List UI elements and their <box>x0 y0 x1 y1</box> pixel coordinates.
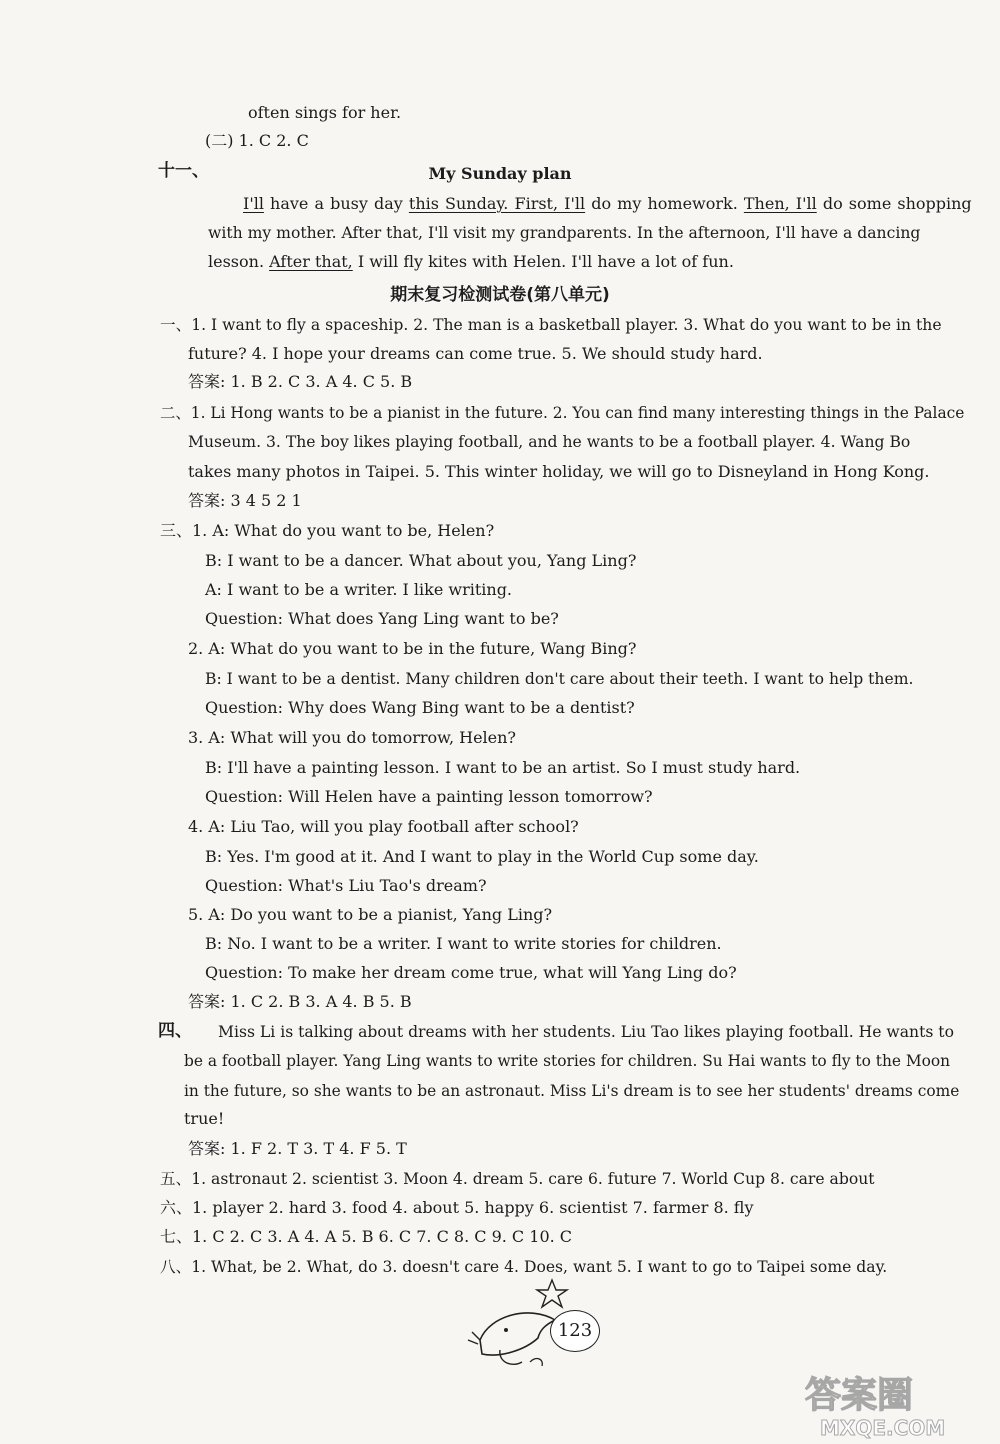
text-line: Miss Li is talking about dreams with her students. Liu Tao likes playing football. He wants to <box>218 1023 954 1041</box>
text-line: Question: To make her dream come true, what will Yang Ling do? <box>205 963 737 982</box>
text-line: often sings for her. <box>248 103 402 122</box>
text-line: (二) 1. C 2. C <box>205 131 309 150</box>
text-line: I'll have a busy day this Sunday. First, I'll do my homework. Then, I'll do some shopping <box>243 194 972 213</box>
text-line: B: I'll have a painting lesson. I want to be an artist. So I must study hard. <box>205 758 801 777</box>
text-line: 八、1. What, be 2. What, do 3. doesn't care 4. Does, want 5. I want to go to Taipei some day. <box>160 1258 888 1276</box>
text-line: B: Yes. I'm good at it. And I want to play in the World Cup some day. <box>205 847 759 866</box>
text-line: true! <box>184 1109 225 1128</box>
text-line: 三、1. A: What do you want to be, Helen? <box>160 521 495 540</box>
text-line: with my mother. After that, I'll visit my grandparents. In the afternoon, I'll have a dancing <box>208 224 921 242</box>
star-icon <box>537 1280 567 1307</box>
text-line: 2. A: What do you want to be in the future, Wang Bing? <box>188 639 637 658</box>
text-line: in the future, so she wants to be an astronaut. Miss Li's dream is to see her students' dreams come <box>184 1082 960 1100</box>
text-line: 七、1. C 2. C 3. A 4. A 5. B 6. C 7. C 8. C 9. C 10. C <box>160 1227 573 1246</box>
underlined-phrase: Then, I'll <box>743 194 817 213</box>
text-line: B: No. I want to be a writer. I want to write stories for children. <box>205 934 722 953</box>
text-line: 3. A: What will you do tomorrow, Helen? <box>188 728 516 747</box>
text-line: Question: Will Helen have a painting lesson tomorrow? <box>205 787 653 806</box>
underlined-phrase: this Sunday. First, I'll <box>408 194 586 213</box>
text-line: takes many photos in Taipei. 5. This winter holiday, we will go to Disneyland in Hong Kong. <box>188 462 930 481</box>
text-line: 5. A: Do you want to be a pianist, Yang Ling? <box>188 905 553 924</box>
text-line: future? 4. I hope your dreams can come true. 5. We should study hard. <box>188 344 763 363</box>
section-label: 四、 <box>158 1021 192 1041</box>
underlined-phrase: After that, <box>269 252 353 271</box>
text-line: be a football player. Yang Ling wants to write stories for children. Su Hai wants to fly to the Moon <box>184 1052 951 1070</box>
answer-line: 答案: 1. C 2. B 3. A 4. B 5. B <box>188 992 412 1011</box>
text-line: Question: What does Yang Ling want to be? <box>205 609 559 628</box>
text-line: B: I want to be a dancer. What about you, Yang Ling? <box>205 551 637 570</box>
text-line: A: I want to be a writer. I like writing. <box>205 580 513 599</box>
underlined-phrase: I'll <box>243 194 264 213</box>
watermark-cn: 答案圈 <box>805 1375 914 1416</box>
text-line: 二、1. Li Hong wants to be a pianist in the future. 2. You can find many interesting things in the Palace <box>160 404 965 422</box>
text-line: Question: What's Liu Tao's dream? <box>205 876 487 895</box>
text-line: 五、1. astronaut 2. scientist 3. Moon 4. dream 5. care 6. future 7. World Cup 8. care about <box>160 1170 875 1188</box>
watermark-logo <box>790 1365 995 1440</box>
section-label: 十一、 <box>158 161 209 181</box>
text-line: 六、1. player 2. hard 3. food 4. about 5. happy 6. scientist 7. farmer 8. fly <box>160 1198 754 1217</box>
text-line: 4. A: Liu Tao, will you play football after school? <box>188 817 579 836</box>
text-line: 一、1. I want to fly a spaceship. 2. The man is a basketball player. 3. What do you want to be in the <box>160 316 942 334</box>
answer-line: 答案: 1. B 2. C 3. A 4. C 5. B <box>188 372 413 391</box>
answer-line: 答案: 1. F 2. T 3. T 4. F 5. T <box>188 1139 407 1158</box>
text-line: B: I want to be a dentist. Many children don't care about their teeth. I want to help them. <box>205 670 914 688</box>
text-line: Museum. 3. The boy likes playing football, and he wants to be a football player. 4. Wang Bo <box>188 433 911 451</box>
page-number: 123 <box>550 1310 600 1352</box>
watermark-url: MXQE.COM <box>820 1416 946 1440</box>
text-line: lesson. After that, I will fly kites with Helen. I'll have a lot of fun. <box>208 252 734 271</box>
exam-title: 期末复习检测试卷(第八单元) <box>390 285 610 305</box>
essay-title: My Sunday plan <box>428 164 572 183</box>
text-line: Question: Why does Wang Bing want to be a dentist? <box>205 698 635 717</box>
answer-line: 答案: 3 4 5 2 1 <box>188 491 302 510</box>
